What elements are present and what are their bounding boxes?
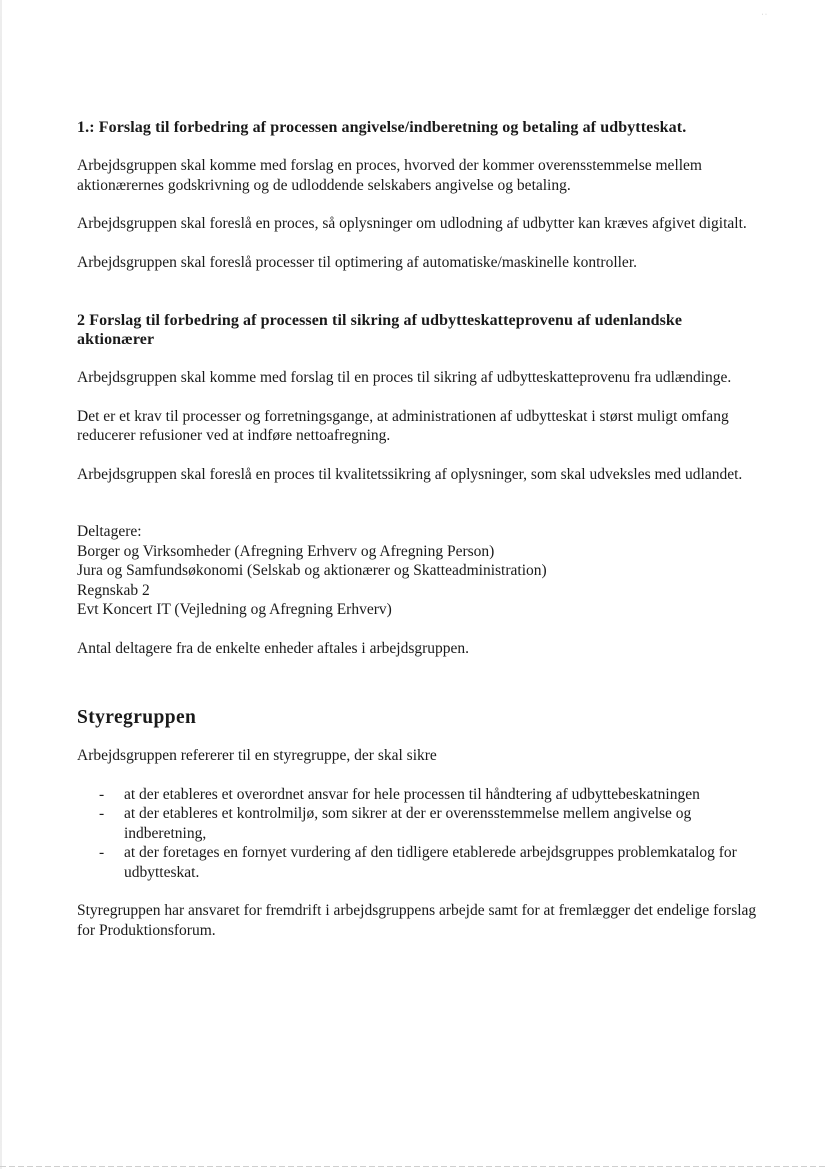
section1-paragraph: Arbejdsgruppen skal komme med forslag en proces, hvorved der kommer overensstemmelse mellem aktionærernes godskrivning og de udloddende selskabers angivelse og betaling. — [77, 157, 702, 194]
steering-intro: Arbejdsgruppen refererer til en styregruppe, der skal sikre — [77, 747, 437, 764]
steering-closing: Styregruppen har ansvaret for fremdrift i arbejdsgruppens arbejde samt for at fremlægger det endelige forslag for Produktionsforum. — [77, 902, 757, 939]
scan-specks: · · — [761, 12, 767, 18]
document-content — [77, 118, 767, 940]
list-item-text: at der etableres et overordnet ansvar for hele processen til håndtering af udbyttebeskatningen — [124, 785, 700, 803]
participant-line: Evt Koncert IT (Vejledning og Afregning Erhverv) — [77, 601, 392, 618]
list-item-text: at der foretages en fornyet vurdering af den tidligere etablerede arbejdsgruppes problemkatalog for udbytteskat. — [124, 844, 737, 881]
section2-heading: 2 Forslag til forbedring af processen til sikring af udbytteskatteprovenu af udenlandske aktionærer — [77, 312, 683, 348]
list-item — [77, 785, 767, 805]
participant-line: Jura og Samfundsøkonomi (Selskab og aktionærer og Skatteadministration) — [77, 562, 547, 579]
list-item-text: at der etableres et kontrolmiljø, som sikrer at der er overensstemmelse mellem angivelse og indberetning, — [124, 805, 692, 842]
section1-paragraph: Arbejdsgruppen skal foreslå processer til optimering af automatiske/maskinelle kontroller. — [77, 253, 637, 271]
steering-heading: Styregruppen — [77, 707, 197, 728]
participants-label: Deltagere: — [77, 523, 142, 540]
section1-heading: 1.: Forslag til forbedring af processen angivelse/indberetning og betaling af udbytteskat. — [77, 119, 687, 136]
list-item — [77, 804, 767, 843]
list-item — [77, 843, 767, 882]
dash-bullet: - — [99, 805, 105, 822]
dash-bullet: - — [99, 844, 105, 861]
section2-paragraph: Arbejdsgruppen skal komme med forslag til en proces til sikring af udbytteskatteprovenu fra udlændinge. — [77, 369, 732, 386]
dash-bullet: - — [99, 785, 105, 803]
section2-paragraph: Arbejdsgruppen skal foreslå en proces til kvalitetssikring af oplysninger, som skal udveksles med udlandet. — [77, 465, 743, 483]
participant-line: Borger og Virksomheder (Afregning Erhverv og Afregning Person) — [77, 542, 495, 560]
scan-edge-shadow — [0, 0, 2, 1169]
steering-bullet-list — [77, 785, 767, 883]
section1-paragraph: Arbejdsgruppen skal foreslå en proces, så oplysninger om udlodning af udbytter kan kræves afgivet digitalt. — [77, 215, 747, 232]
scan-bottom-edge — [0, 1166, 827, 1167]
participants-note: Antal deltagere fra de enkelte enheder aftales i arbejdsgruppen. — [77, 639, 470, 657]
section2-paragraph: Det er et krav til processer og forretningsgange, at administrationen af udbytteskat i størst muligt omfang reducerer refusioner ved at indføre nettoafregning. — [77, 407, 729, 444]
participant-line: Regnskab 2 — [77, 581, 150, 599]
